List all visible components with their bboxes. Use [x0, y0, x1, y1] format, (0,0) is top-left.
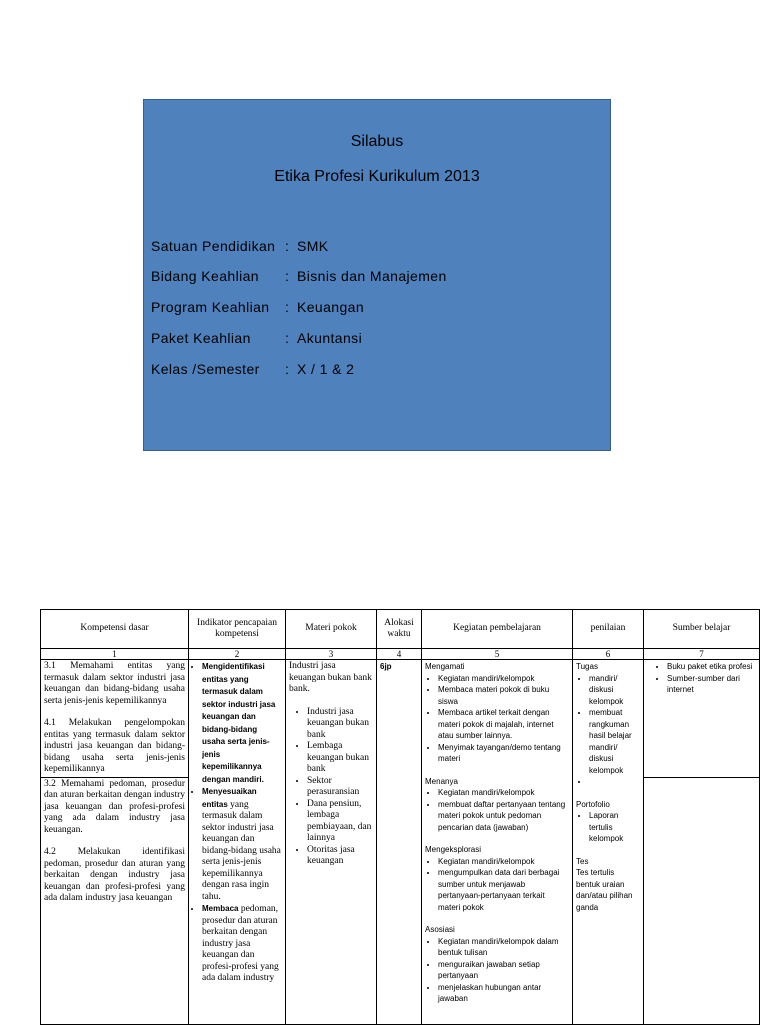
header-materi: Materi pokok — [286, 610, 377, 649]
header-sumber: Sumber belajar — [644, 610, 760, 649]
materi-cell — [286, 660, 377, 1025]
header-penilaian: penilaian — [573, 610, 644, 649]
kegiatan-item: • menjelaskan hubungan antar jawaban — [438, 982, 569, 1005]
kegiatan-item: • Kegiatan mandiri/kelompok — [438, 787, 569, 799]
cover-title: Silabus — [350, 133, 404, 150]
kd-3-1: 3.1 Memahami entitas yang termasuk dalam sektor industri jasa keuangan dan bidang-bidang usaha serta jenis-jenis kepemilikannya — [44, 661, 185, 706]
penilaian-portofolio-title: Portofolio — [576, 799, 610, 809]
kegiatan-item: • mengumpulkan data dari berbagai sumber untuk menjawab pertanyaan-pertanyaan terkait materi pokok — [438, 867, 569, 913]
cover-row-satuan: Satuan Pendidikan : SMK — [151, 238, 329, 254]
materi-item: • Lembaga keuangan bukan bank — [307, 741, 373, 776]
column-number: 2 — [189, 649, 286, 660]
header-alokasi: Alokasi waktu — [377, 610, 422, 649]
kegiatan-item: • Kegiatan mandiri/kelompok dalam bentuk tulisan — [438, 936, 569, 959]
kegiatan-item: • Kegiatan mandiri/kelompok — [438, 856, 569, 868]
indikator-cell — [189, 660, 286, 1025]
sumber-cell-empty — [644, 777, 760, 1024]
kegiatan-item: • Membaca materi pokok di buku siswa — [438, 684, 569, 707]
kd-cell-1 — [41, 660, 189, 778]
indikator-item: • Menyesuaikan entitas yang termasuk dalam sektor industri jasa keuangan dan bidang-bidang usaha serta jenis-jenis kepemilikannya dengan rasa ingin tahu. — [202, 786, 282, 903]
sumber-item: • Buku paket etika profesi — [667, 661, 756, 673]
number-row — [41, 649, 760, 660]
content-row-1 — [41, 660, 760, 778]
kegiatan-mengeksplorasi-title: Mengeksplorasi — [425, 845, 482, 854]
materi-intro: Industri jasa keuangan bukan bank bank. — [289, 661, 372, 694]
indikator-item: • Membaca pedoman, prosedur dan aturan berkaitan dengan industry jasa keuangan dan profesi-profesi yang ada dalam industry — [202, 903, 282, 985]
syllabus-table — [40, 609, 760, 1025]
kegiatan-item: • membuat daftar pertanyaan tentang materi pokok untuk pedoman pencarian data (jawaban) — [438, 799, 569, 834]
alokasi-value: 6jp — [380, 662, 392, 671]
column-number: 6 — [573, 649, 644, 660]
header-kegiatan: Kegiatan pembelajaran — [422, 610, 573, 649]
cover-box — [143, 99, 611, 451]
penilaian-item: • mandiri/ diskusi kelompok — [589, 673, 640, 708]
sumber-item: • Sumber-sumber dari internet — [667, 673, 756, 696]
kd-4-1: 4.1 Melakukan pengelompokan entitas yang termasuk dalam sektor industri jasa keuangan dan bidang-bidang usaha serta jenis-jenis kepemilikannya — [44, 718, 185, 774]
kd-4-2: 4.2 Melakukan identifikasi pedoman, prosedur dan aturan yang berkaitan dengan industry jasa keuangan dan profesi-profesi yang ada dalam industry jasa keuangan — [44, 847, 185, 903]
materi-item: • Sektor perasuransian — [307, 776, 373, 799]
kegiatan-cell — [422, 660, 573, 1025]
penilaian-cell — [573, 660, 644, 1025]
kd-cell-2 — [41, 777, 189, 1024]
kegiatan-item: • Membaca artikel terkait dengan materi pokok di majalah, internet atau sumber lainnya. — [438, 707, 569, 742]
penilaian-item: • Laporan tertulis kelompok — [589, 810, 640, 845]
sumber-cell — [644, 660, 760, 778]
penilaian-tes-title: Tes — [576, 856, 589, 866]
penilaian-item: • membuat rangkuman hasil belajar mandiri/ diskusi kelompok — [589, 707, 640, 776]
materi-item: • Otoritas jasa keuangan — [307, 845, 373, 868]
header-kompetensi: Kompetensi dasar — [41, 610, 189, 649]
materi-item: • Industri jasa keuangan bukan bank — [307, 707, 373, 742]
column-number: 1 — [41, 649, 189, 660]
kegiatan-item: • Kegiatan mandiri/kelompok — [438, 673, 569, 685]
materi-item: • Dana pensiun, lembaga pembiayaan, dan lainnya — [307, 799, 373, 845]
cover-row-bidang: Bidang Keahlian : Bisnis dan Manajemen — [151, 268, 447, 284]
kegiatan-mengamati-title: Mengamati — [425, 662, 465, 671]
penilaian-item — [589, 776, 640, 788]
cover-subtitle: Etika Profesi Kurikulum 2013 — [274, 168, 480, 185]
kd-3-2: 3.2 Memahami pedoman, prosedur dan aturan berkaitan dengan industry jasa keuangan dan profesi-profesi yang ada dalam industry jasa keuangan. — [44, 778, 185, 835]
indikator-item: • Mengidentifikasi entitas yang termasuk dalam sektor industri jasa keuangan dan bidang-bidang usaha serta jenis-jenis kepemilikannya dengan mandiri. — [202, 661, 282, 786]
column-number: 3 — [286, 649, 377, 660]
kegiatan-asosiasi-title: Asosiasi — [425, 925, 455, 934]
penilaian-tes-desc: Tes tertulis bentuk uraian dan/atau pilihan ganda — [576, 868, 633, 912]
header-row — [41, 610, 760, 649]
kegiatan-item: • Menyimak tayangan/demo tentang materi — [438, 742, 569, 765]
cover-row-program: Program Keahlian : Keuangan — [151, 299, 365, 315]
column-number: 4 — [377, 649, 422, 660]
cover-row-kelas: Kelas /Semester : X / 1 & 2 — [151, 361, 355, 377]
header-indikator: Indikator pencapaian kompetensi — [189, 610, 286, 649]
alokasi-cell — [377, 660, 422, 1025]
cover-row-paket: Paket Keahlian : Akuntansi — [151, 330, 363, 346]
penilaian-tugas-title: Tugas — [576, 662, 598, 671]
column-number: 5 — [422, 649, 573, 660]
kegiatan-item: • menguraikan jawaban setiap pertanyaan — [438, 959, 569, 982]
column-number: 7 — [644, 649, 760, 660]
kegiatan-menanya-title: Menanya — [425, 776, 458, 786]
